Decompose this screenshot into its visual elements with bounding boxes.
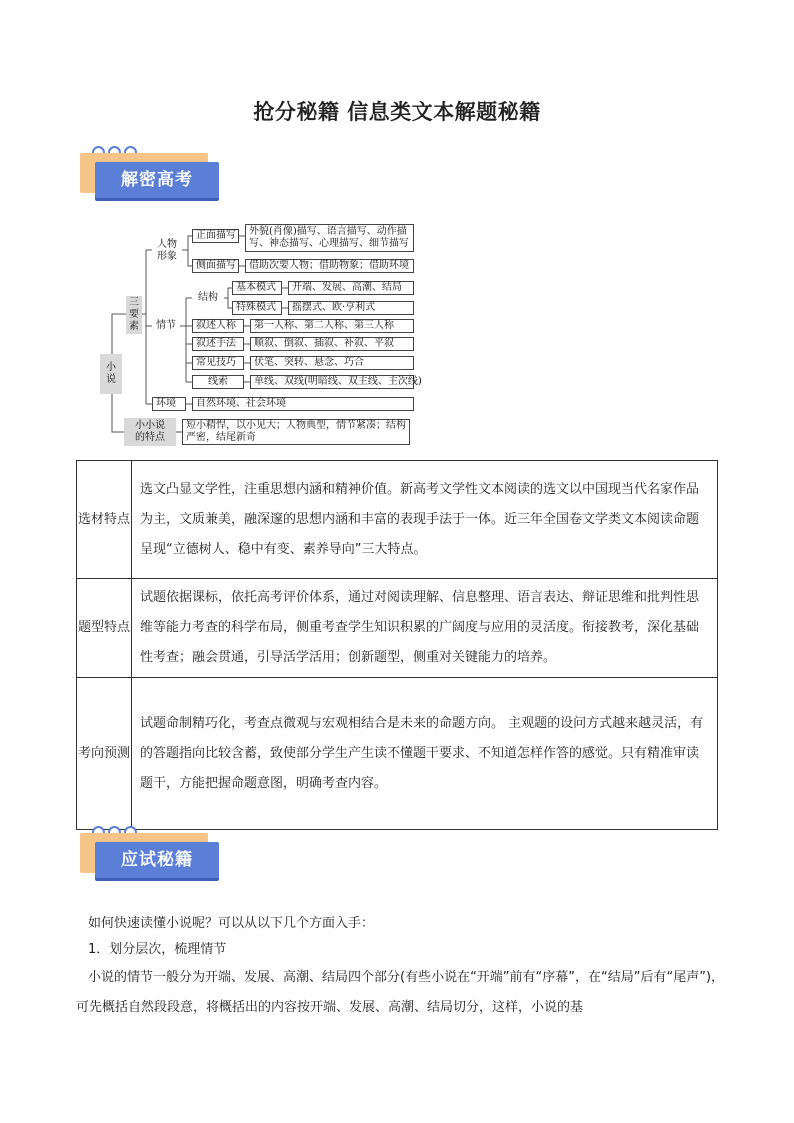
mindmap-environment: 环境 — [152, 397, 186, 411]
mindmap-structure: 结构 — [198, 292, 218, 303]
table-row — [77, 579, 718, 678]
paragraph: 小说的情节一般分为开端、发展、高潮、结局四个部分(有些小说在“开端”前有“序幕”，在“结局”后有“尾声”)，可先概括自然段段意，将概括出的内容按开端、发展、高潮、结局切分，这样，小说的基 — [76, 970, 725, 1015]
mindmap-direct: 正面描写 — [192, 229, 239, 243]
mindmap-elements: 三要素 — [126, 296, 142, 334]
section-banner-strategy — [80, 824, 225, 884]
row-body: 试题命制精巧化，考查点微观与宏观相结合是未来的命题方向。 主观题的设问方式越来越灵活，有的答题指向比较含蓄，致使部分学生产生读不懂题干要求、不知道怎样作答的感觉。只有精准审读题干，方能把握命题意图，明确考查内容。 — [132, 678, 718, 830]
mindmap-direct-detail: 外貌(肖像)描写、语言描写、动作描写、神态描写、心理描写、细节描写 — [245, 224, 414, 252]
intro-text: 如何快速读懂小说呢？可以从以下几个方面入手： — [88, 916, 375, 931]
row-body: 试题依据课标，依托高考评价体系，通过对阅读理解、信息整理、语言表达、辩证思维和批判性思维等能力考查的科学布局，侧重考查学生知识积累的广阔度与应用的灵活度。衔接教考，深化基础性考查；融会贯通，引导活学活用；创新题型，侧重对关键能力的培养。 — [132, 579, 718, 678]
section-banner-decode — [80, 144, 225, 204]
section-label: 解密高考 — [121, 170, 193, 190]
point-heading: 1．划分层次，梳理情节 — [88, 942, 227, 957]
mindmap-indirect-detail: 借助次要人物；借助物象；借助环境 — [245, 259, 414, 273]
page-title: 抢分秘籍 信息类文本解题秘籍 — [253, 100, 541, 124]
novel-mindmap — [96, 222, 422, 448]
mindmap-skill: 常见技巧 — [192, 356, 244, 370]
mindmap-clue-detail: 单线、双线(明暗线、双主线、主次线) — [250, 375, 414, 389]
mindmap-basic: 基本模式 — [232, 281, 282, 295]
info-table — [76, 460, 718, 830]
mindmap-flash-detail: 短小精悍，以小见大；人物典型，情节紧凑；结构严密，结尾新奇 — [182, 419, 410, 445]
mindmap-person-detail: 第一人称、第二人称、第三人称 — [250, 319, 414, 333]
mindmap-method: 叙述手法 — [192, 337, 244, 351]
mindmap-clue: 线索 — [192, 375, 244, 389]
mindmap-special: 特殊模式 — [232, 301, 282, 315]
mindmap-environment-detail: 自然环境、社会环境 — [192, 397, 414, 411]
mindmap-character: 人物形象 — [157, 239, 177, 262]
mindmap-connectors — [96, 222, 416, 448]
section-label: 应试秘籍 — [121, 850, 193, 870]
row-body: 选文凸显文学性，注重思想内涵和精神价值。新高考文学性文本阅读的选文以中国现当代名家作品为主，文质兼美，融深邃的思想内涵和丰富的表现手法于一体。近三年全国卷文学类文本阅读命题呈现“立德树人、稳中有变、素养导向”三大特点。 — [132, 461, 718, 579]
mindmap-person: 叙述人称 — [192, 319, 244, 333]
mindmap-plot: 情节 — [156, 320, 176, 331]
mindmap-basic-detail: 开端、发展、高潮、结局 — [288, 281, 414, 295]
mindmap-indirect: 侧面描写 — [192, 259, 239, 273]
mindmap-special-detail: 摇摆式、欧·亨利式 — [288, 301, 414, 315]
mindmap-flash: 小小说的特点 — [124, 418, 176, 446]
mindmap-root: 小说 — [100, 354, 122, 394]
row-head: 选材特点 — [77, 461, 132, 579]
mindmap-skill-detail: 伏笔、突转、悬念、巧合 — [250, 356, 414, 370]
table-row — [77, 678, 718, 830]
table-row — [77, 461, 718, 579]
mindmap-method-detail: 顺叙、倒叙、插叙、补叙、平叙 — [250, 337, 414, 351]
row-head: 题型特点 — [77, 579, 132, 678]
row-head: 考向预测 — [77, 678, 132, 830]
